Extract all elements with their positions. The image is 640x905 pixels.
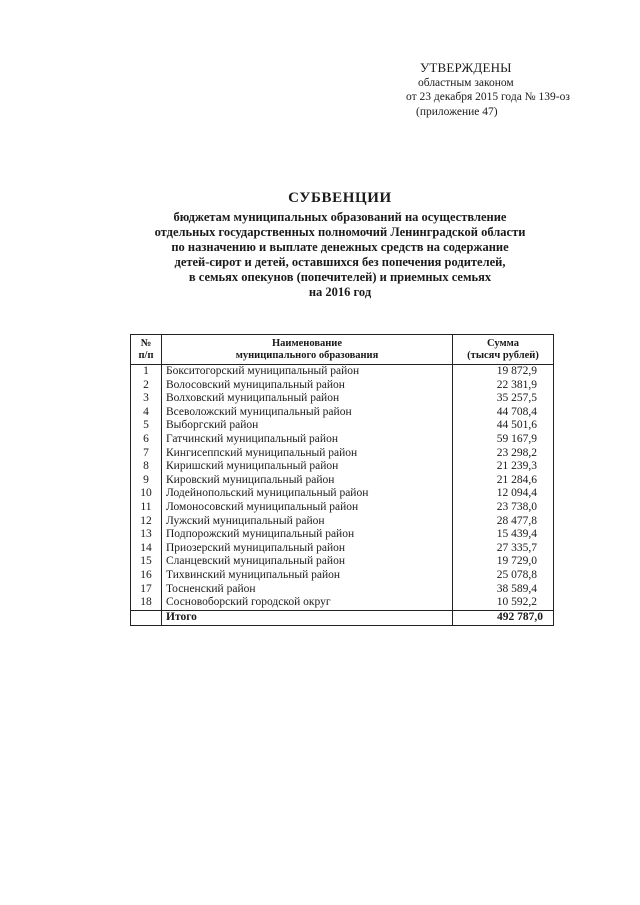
row-number: 16 xyxy=(131,569,162,583)
row-municipality: Подпорожский муниципальный район xyxy=(162,528,453,542)
row-number: 10 xyxy=(131,487,162,501)
row-number: 6 xyxy=(131,433,162,447)
row-municipality: Сланцевский муниципальный район xyxy=(162,555,453,569)
table-row xyxy=(131,447,554,461)
row-number: 8 xyxy=(131,460,162,474)
main-title: СУБВЕНЦИИ xyxy=(288,190,392,206)
row-amount: 23 738,0 xyxy=(453,501,554,515)
subtitle-line: детей-сирот и детей, оставшихся без попечения родителей, xyxy=(174,255,506,269)
row-amount: 19 729,0 xyxy=(453,555,554,569)
header-number-line2: п/п xyxy=(138,350,154,361)
approval-heading: УТВЕРЖДЕНЫ xyxy=(420,60,512,75)
row-number: 1 xyxy=(131,365,162,379)
row-municipality: Кировский муниципальный район xyxy=(162,474,453,488)
approval-stamp xyxy=(406,61,570,119)
subtitle-line: в семьях опекунов (попечителей) и приемных семьях xyxy=(188,270,492,284)
header-name xyxy=(162,335,453,365)
table-row xyxy=(131,515,554,529)
row-municipality: Киришский муниципальный район xyxy=(162,460,453,474)
table-row xyxy=(131,569,554,583)
row-amount: 35 257,5 xyxy=(453,392,554,406)
header-number-line1: № xyxy=(140,338,152,349)
row-number: 18 xyxy=(131,596,162,610)
row-municipality: Волосовский муниципальный район xyxy=(162,379,453,393)
row-municipality: Кингисеппский муниципальный район xyxy=(162,447,453,461)
row-amount: 59 167,9 xyxy=(453,433,554,447)
table-row xyxy=(131,460,554,474)
header-number xyxy=(131,335,162,365)
header-name-line1: Наименование xyxy=(272,338,342,349)
row-amount: 38 589,4 xyxy=(453,583,554,597)
row-amount: 44 501,6 xyxy=(453,419,554,433)
row-amount: 28 477,8 xyxy=(453,515,554,529)
row-number: 13 xyxy=(131,528,162,542)
row-municipality: Приозерский муниципальный район xyxy=(162,542,453,556)
total-label: Итого xyxy=(162,610,453,625)
table-row xyxy=(131,365,554,379)
row-amount: 19 872,9 xyxy=(453,365,554,379)
row-municipality: Выборгский район xyxy=(162,419,453,433)
header-amount xyxy=(453,335,554,365)
subsidy-table xyxy=(130,334,554,626)
approval-appendix: (приложение 47) xyxy=(416,105,498,118)
row-number: 5 xyxy=(131,419,162,433)
row-number: 14 xyxy=(131,542,162,556)
row-number: 11 xyxy=(131,501,162,515)
row-amount: 21 284,6 xyxy=(453,474,554,488)
row-amount: 21 239,3 xyxy=(453,460,554,474)
row-municipality: Лодейнопольский муниципальный район xyxy=(162,487,453,501)
row-number: 2 xyxy=(131,379,162,393)
row-number: 12 xyxy=(131,515,162,529)
row-municipality: Бокситогорский муниципальный район xyxy=(162,365,453,379)
table-row xyxy=(131,392,554,406)
row-municipality: Волховский муниципальный район xyxy=(162,392,453,406)
total-number-cell xyxy=(131,610,162,625)
table-row xyxy=(131,596,554,610)
subtitle-line: бюджетам муниципальных образований на осуществление xyxy=(173,210,507,224)
row-number: 3 xyxy=(131,392,162,406)
row-number: 7 xyxy=(131,447,162,461)
table-row xyxy=(131,433,554,447)
row-number: 9 xyxy=(131,474,162,488)
table-row xyxy=(131,406,554,420)
row-number: 4 xyxy=(131,406,162,420)
row-municipality: Сосновоборский городской округ xyxy=(162,596,453,610)
header-amount-line2: (тысяч рублей) xyxy=(467,350,539,361)
table-row xyxy=(131,379,554,393)
row-municipality: Лужский муниципальный район xyxy=(162,515,453,529)
row-municipality: Гатчинский муниципальный район xyxy=(162,433,453,447)
table-row xyxy=(131,583,554,597)
table-row xyxy=(131,501,554,515)
subtitle-line: отдельных государственных полномочий Ленинградской области xyxy=(154,225,526,239)
table-row xyxy=(131,419,554,433)
table-row xyxy=(131,555,554,569)
table-row xyxy=(131,542,554,556)
table-row xyxy=(131,474,554,488)
row-number: 15 xyxy=(131,555,162,569)
row-amount: 27 335,7 xyxy=(453,542,554,556)
header-amount-line1: Сумма xyxy=(487,338,519,349)
row-amount: 23 298,2 xyxy=(453,447,554,461)
row-amount: 25 078,8 xyxy=(453,569,554,583)
document-title xyxy=(100,190,580,300)
row-amount: 12 094,4 xyxy=(453,487,554,501)
row-amount: 10 592,2 xyxy=(453,596,554,610)
approval-law-type: областным законом xyxy=(418,76,514,89)
approval-law-date: от 23 декабря 2015 года № 139-оз xyxy=(406,91,570,103)
row-amount: 22 381,9 xyxy=(453,379,554,393)
row-amount: 15 439,4 xyxy=(453,528,554,542)
header-name-line2: муниципального образования xyxy=(235,350,379,361)
table-row xyxy=(131,487,554,501)
row-municipality: Ломоносовский муниципальный район xyxy=(162,501,453,515)
row-amount: 44 708,4 xyxy=(453,406,554,420)
row-municipality: Всеволожский муниципальный район xyxy=(162,406,453,420)
total-amount: 492 787,0 xyxy=(453,610,554,625)
row-number: 17 xyxy=(131,583,162,597)
total-row xyxy=(131,610,554,625)
row-municipality: Тосненский район xyxy=(162,583,453,597)
subtitle-line: по назначению и выплате денежных средств на содержание xyxy=(171,240,509,254)
table-header-row xyxy=(131,335,554,365)
subtitle-line: на 2016 год xyxy=(308,285,372,299)
table-row xyxy=(131,528,554,542)
row-municipality: Тихвинский муниципальный район xyxy=(162,569,453,583)
